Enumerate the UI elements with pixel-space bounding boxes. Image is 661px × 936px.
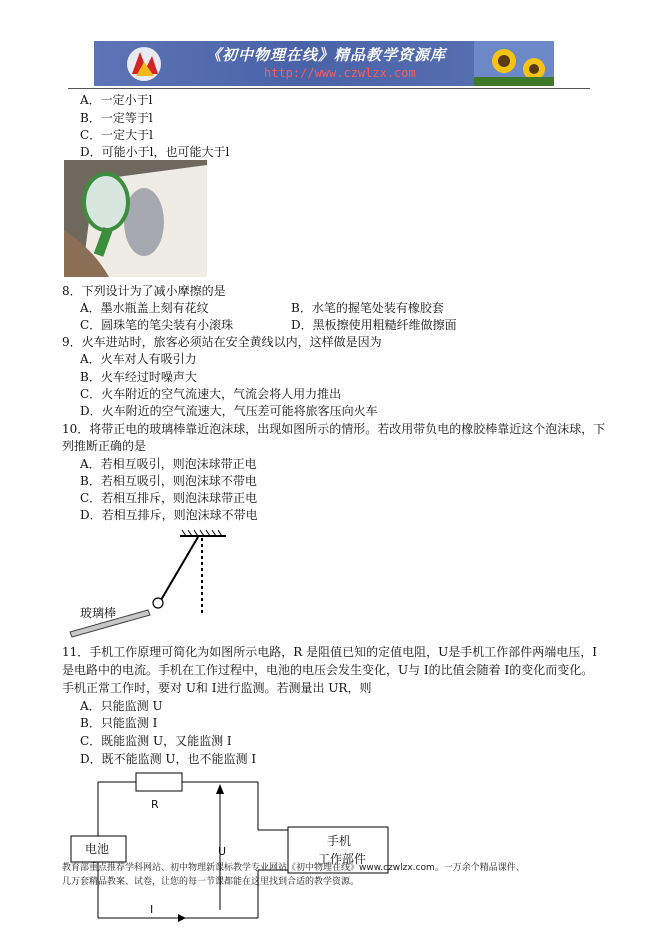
q10-stem-line1: 10．将带正电的玻璃棒靠近泡沫球，出现如图所示的情形。若改用带负电的橡胶棒靠近这个泡沫球，下 [62, 422, 606, 436]
current-label: I [150, 903, 154, 916]
header-url[interactable]: http://www.czwlzx.com [264, 66, 416, 80]
device-label-line1: 手机 [327, 834, 352, 848]
q7-option-b: B．一定等于l [80, 111, 153, 125]
q11-stem-line1: 11．手机工作原理可简化为如图所示电路，R 是阻值已知的定值电阻，U是手机工作部件两端电压，I [62, 645, 597, 659]
q9-stem: 9．火车进站时，旅客必须站在安全黄线以内，这样做是因为 [62, 335, 382, 349]
q8-option-c: C．圆珠笔的笔尖装有小滚珠 [80, 318, 234, 332]
q9-option-a: A．火车对人有吸引力 [80, 352, 197, 366]
q10-figure [60, 528, 260, 640]
q7-option-a: A．一定小于l [80, 93, 153, 107]
resistor-label: R [151, 798, 159, 811]
q11-option-d: D．既不能监测 U，也不能监测 I [80, 752, 257, 766]
device-label-line2: 工作部件 [318, 852, 367, 866]
q7-option-d: D．可能小于l，也可能大于l [80, 145, 230, 159]
q8-option-d: D．黑板擦使用粗糙纤维做擦面 [291, 318, 457, 332]
q10-stem-line2: 列推断正确的是 [62, 439, 147, 453]
q11-option-b: B．只能监测 I [80, 716, 158, 730]
q8-option-a: A．墨水瓶盖上刻有花纹 [80, 301, 209, 315]
q11-option-c: C．既能监测 U，又能监测 I [80, 734, 232, 748]
q11-stem-line2: 是电路中的电流。手机在工作过程中，电池的电压会发生变化，U与 I的比值会随着 I的变化而变化。 [62, 663, 594, 677]
footer-line2: 几万套精品教案、试卷，让您的每一节课都能在这里找到合适的教学资源。 [62, 877, 360, 887]
q9-option-d: D．火车附近的空气流速大，气压差可能将旅客压向火车 [80, 404, 378, 418]
q10-option-b: B．若相互吸引，则泡沫球不带电 [80, 474, 257, 488]
q7-option-c: C．一定大于l [80, 128, 154, 142]
q9-option-c: C．火车附近的空气流速大，气流会将人用力推出 [80, 387, 342, 401]
header-divider [68, 88, 590, 89]
site-logo-icon [124, 44, 164, 84]
q11-option-a: A．只能监测 U [80, 699, 163, 713]
voltage-label: U [218, 845, 227, 858]
header-banner [94, 41, 554, 86]
q9-option-b: B．火车经过时噪声大 [80, 370, 197, 384]
q11-stem-line3: 手机正常工作时，要对 U和 I进行监测。若测量出 UR，则 [62, 681, 372, 695]
q8-option-b: B．水笔的握笔处装有橡胶套 [291, 301, 444, 315]
magnifier-photo-image [64, 160, 207, 277]
battery-label: 电池 [85, 842, 110, 856]
footer-line1: 教育部重点推荐学科网站、初中物理新课标教学专业网站《初中物理在线》www.czwlzx.com。一万余个精品课件、 [62, 863, 525, 873]
q10-option-d: D．若相互排斥，则泡沫球不带电 [80, 508, 258, 522]
q10-option-a: A．若相互吸引，则泡沫球带正电 [80, 457, 257, 471]
glass-rod-label: 玻璃棒 [80, 606, 117, 620]
header-title: 《初中物理在线》精品教学资源库 [206, 46, 447, 64]
magnifier-photo [64, 160, 207, 277]
q10-option-c: C．若相互排斥，则泡沫球带正电 [80, 491, 258, 505]
q8-stem: 8．下列设计为了减小摩擦的是 [62, 284, 226, 298]
sunflower-icon [474, 41, 554, 86]
